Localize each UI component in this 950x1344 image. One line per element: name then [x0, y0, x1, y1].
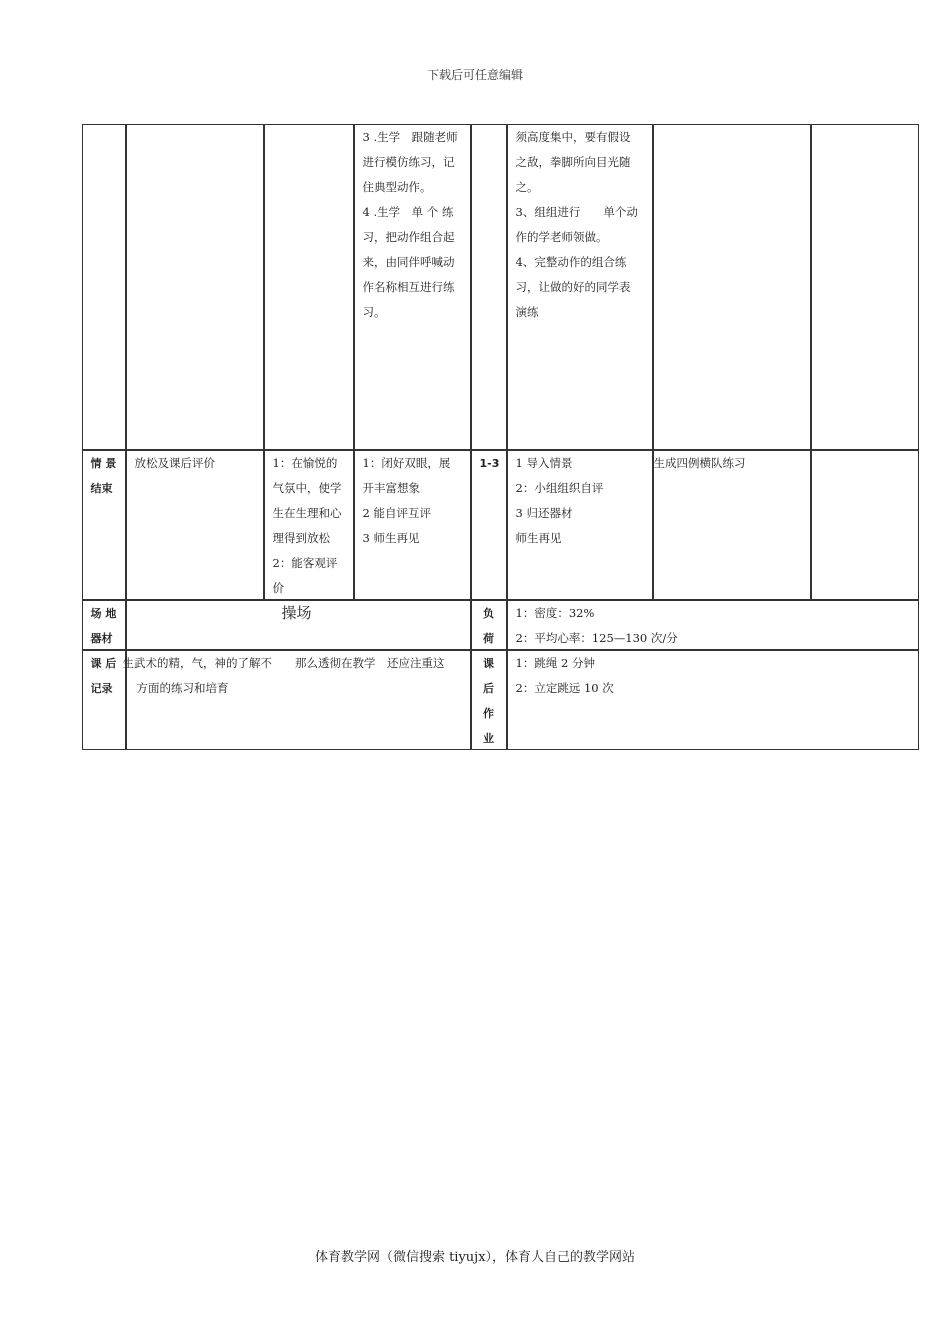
text-line: 习，把动作组合起	[362, 229, 455, 244]
row2-content-cell	[126, 450, 264, 600]
row2-time-cell	[471, 450, 507, 600]
lesson-plan-table	[82, 124, 919, 750]
row2-notes-cell	[811, 450, 919, 600]
text-line: 1：跳绳 2 分钟	[515, 655, 595, 670]
text-line: 负	[483, 606, 494, 620]
text-line: 课 后	[90, 656, 117, 670]
load-cell	[507, 600, 919, 650]
row2-organization-cell	[653, 450, 811, 600]
venue-text: 操场	[281, 603, 312, 622]
row1-goal-cell	[264, 124, 354, 450]
row4-label-cell	[82, 650, 126, 750]
text-line: 开丰富想象	[362, 480, 420, 495]
text-line: 4、完整动作的组合练	[515, 254, 627, 269]
text-line: 后	[483, 681, 494, 695]
text-line: 3 师生再见	[362, 530, 420, 545]
row1-teacher-activity-cell	[507, 124, 653, 450]
text-line: 之敌，拳脚所向目光随	[515, 154, 631, 169]
text-line: 1 导入情景	[515, 455, 573, 470]
text-line: 生成四例横队练习	[653, 455, 746, 470]
row1-label-cell	[82, 124, 126, 450]
text-line: 3 .生学 跟随老师	[362, 129, 458, 144]
text-line: 情 景	[90, 456, 117, 470]
text-line: 4 .生学 单 个 练	[362, 204, 454, 219]
text-line: 2 能自评互评	[362, 505, 431, 520]
text-line: 方面的练习和培育	[136, 680, 229, 695]
row2-student-activity-cell	[354, 450, 471, 600]
text-line: 1：在愉悦的	[272, 455, 338, 470]
venue-cell	[126, 600, 471, 650]
text-line: 3、组组进行 单个动	[515, 204, 638, 219]
row3-label-cell	[82, 600, 126, 650]
text-line: 业	[483, 731, 494, 745]
row1-content-cell	[126, 124, 264, 450]
text-line: 作名称相互进行练	[362, 279, 455, 294]
load-label-cell	[471, 600, 507, 650]
page-footer: 体育教学网（微信搜索 tiyujx），体育人自己的教学网站	[314, 1250, 636, 1265]
text-line: 结束	[90, 481, 113, 495]
row1-time-cell	[471, 124, 507, 450]
row2-label-cell	[82, 450, 126, 600]
text-line: 场 地	[90, 606, 117, 620]
text-line: 之。	[515, 179, 539, 194]
text-line: 器材	[90, 631, 113, 645]
row2-teacher-activity-cell	[507, 450, 653, 600]
text-line: 气氛中，使学	[272, 480, 342, 495]
text-line: 2：平均心率：125—130 次/分	[515, 630, 678, 645]
text-line: 放松及课后评价	[134, 455, 215, 470]
text-line: 作的学老师领做。	[515, 229, 608, 244]
homework-cell	[507, 650, 919, 750]
text-line: 习。	[362, 304, 386, 319]
text-line: 记录	[90, 681, 113, 695]
text-line: 演练	[515, 304, 539, 319]
text-line: 荷	[483, 631, 494, 645]
text-line: 住典型动作。	[362, 179, 432, 194]
text-line: 2：小组组织自评	[515, 480, 604, 495]
text-line: 理得到放松	[272, 530, 330, 545]
text-line: 习，让做的好的同学表	[515, 279, 631, 294]
row1-student-activity-cell	[354, 124, 471, 450]
text-line: 须高度集中，要有假设	[515, 129, 631, 144]
text-line: 2：立定跳远 10 次	[515, 680, 614, 695]
text-line: 来，由同伴呼喊动	[362, 254, 455, 269]
text-line: 2：能客观评	[272, 555, 338, 570]
page-header: 下载后可任意编辑	[426, 68, 523, 82]
record-cell	[122, 650, 471, 750]
text-line: 1-3	[479, 456, 500, 470]
text-line: 师生再见	[515, 530, 562, 545]
homework-label-cell	[471, 650, 507, 750]
text-line: 进行模仿练习，记	[362, 154, 455, 169]
text-line: 生武术的精，气，神的了解不 那么透彻在教学 还应注重这	[122, 655, 445, 670]
text-line: 3 归还器材	[515, 505, 573, 520]
row1-notes-cell	[811, 124, 919, 450]
text-line: 价	[272, 580, 284, 595]
row1-organization-cell	[653, 124, 811, 450]
row2-goal-cell	[264, 450, 354, 600]
text-line: 生在生理和心	[272, 505, 342, 520]
text-line: 作	[483, 706, 494, 720]
text-line: 1：密度：32%	[515, 605, 595, 620]
text-line: 课	[483, 656, 494, 670]
text-line: 1：闭好双眼，展	[362, 455, 451, 470]
